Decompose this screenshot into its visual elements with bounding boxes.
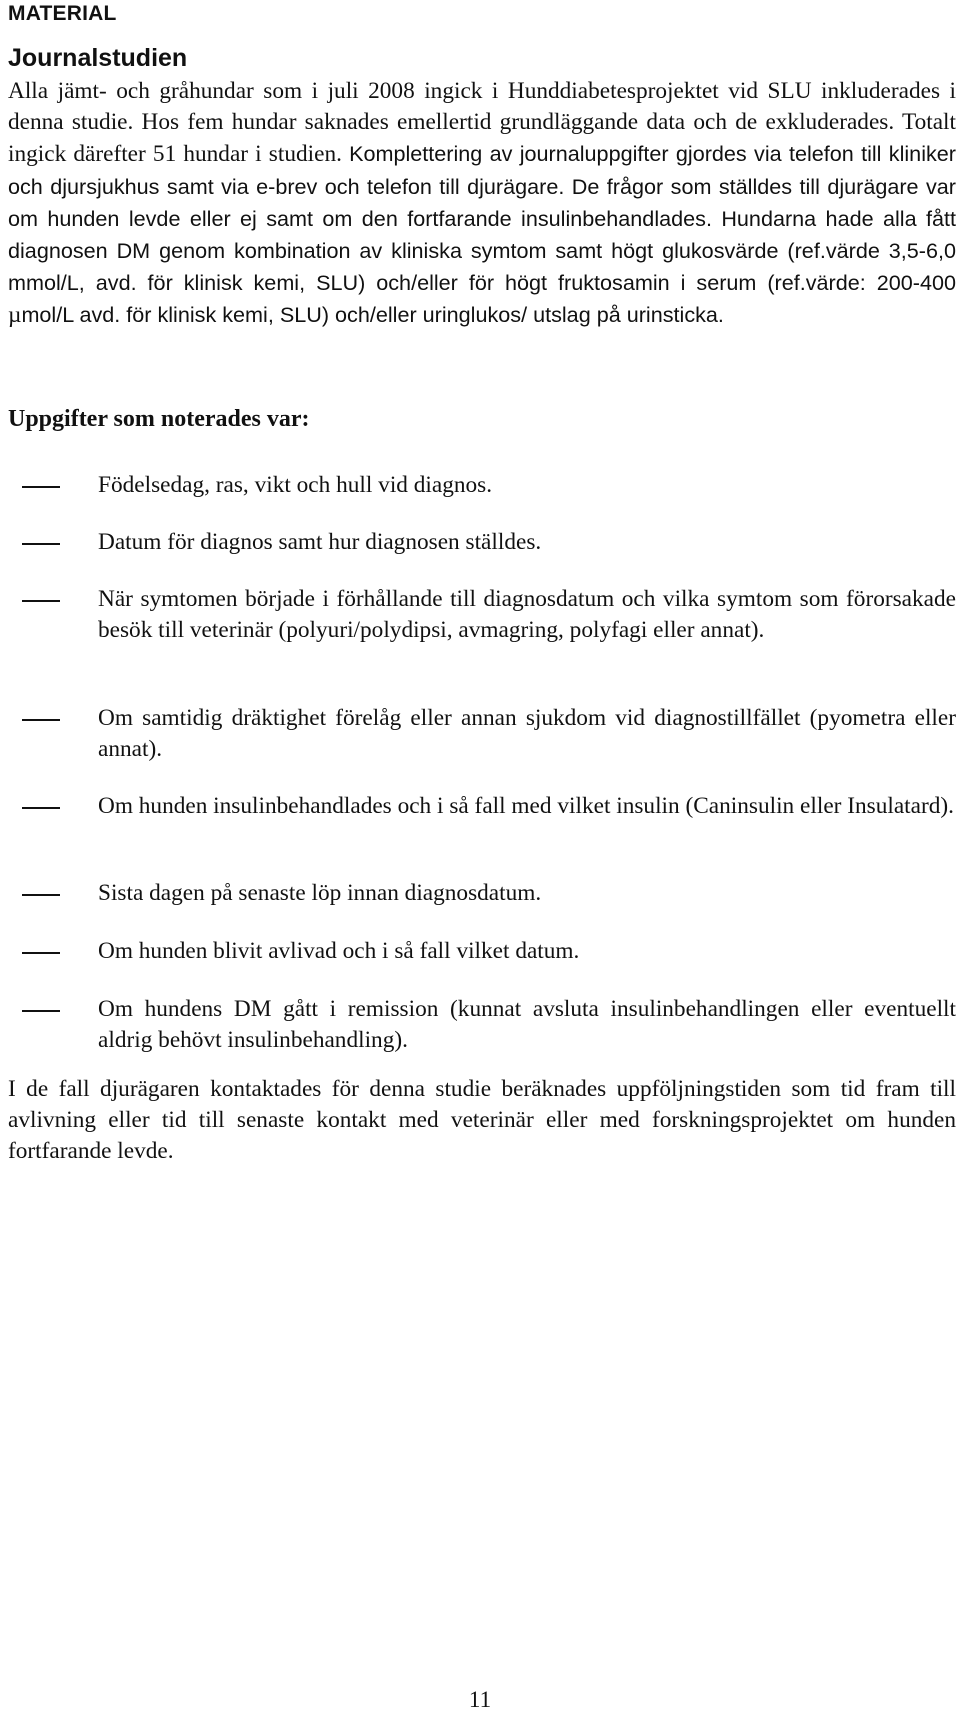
dash-bullet-icon [22,486,60,488]
dash-bullet-icon [22,952,60,954]
dash-bullet-icon [22,807,60,809]
intro-sans-text-2: mol/L avd. för klinisk kemi, SLU) och/eller uringlukos/ utslag på urinsticka. [21,302,724,328]
list-item-text: Sista dagen på senaste löp innan diagnosdatum. [98,880,542,906]
intro-paragraph [8,76,956,332]
page-number: 11 [468,1687,492,1712]
intro-sans-text-1: Komplettering av journaluppgifter gjordes via telefon till kliniker och djursjukhus samt via e-brev och telefon till djurägare. De frågor som ställdes till djurägare var om hunden levde eller ej samt om den fortfarande insulinbehandlades. Hundarna hade alla fått diagnosen DM genom kombination av kliniska symtom samt högt glukosvärde (ref.värde 3,5-6,0 mmol/L, avd. för klinisk kemi, SLU) och/eller för högt fruktosamin i serum (ref.värde: 200-400 [8,141,956,296]
dash-bullet-icon [22,543,60,545]
section-heading: MATERIAL [8,2,117,25]
sub-heading: Journalstudien [8,44,188,72]
closing-paragraph: I de fall djurägaren kontaktades för denna studie beräknades uppföljningstiden som tid fram till avlivning eller tid till senaste kontakt med veterinär eller med forskningsprojektet om hunden fortfarande levde. [8,1076,956,1165]
list-item-text: Om samtidig dräktighet förelåg eller annan sjukdom vid diagnostillfället (pyometra eller annat). [98,705,956,763]
list-item-text: Om hunden insulinbehandlades och i så fall med vilket insulin (Caninsulin eller Insulatard). [98,793,954,819]
notes-heading: Uppgifter som noterades var: [8,406,310,432]
dash-bullet-icon [22,894,60,896]
list-item-text: Datum för diagnos samt hur diagnosen ställdes. [98,529,542,555]
list-item-text: Om hunden blivit avlivad och i så fall vilket datum. [98,938,580,964]
dash-bullet-icon [22,600,60,602]
micro-unit-symbol: µ [8,302,22,329]
dash-bullet-icon [22,1010,60,1012]
list-item-text: När symtomen började i förhållande till diagnosdatum och vilka symtom som förorsakade besök till veterinär (polyuri/polydipsi, avmagring, polyfagi eller annat). [98,586,956,644]
intro-serif-text: Alla jämt- och gråhundar som i juli 2008 ingick i Hunddiabetesprojektet vid SLU inkluderades i denna studie. Hos fem hundar saknades emellertid grundläggande data och de exkluderades. Totalt ingick därefter 51 hundar i studien. [8,78,956,168]
dash-bullet-icon [22,719,60,721]
list-item-text: Om hundens DM gått i remission (kunnat avsluta insulinbehandlingen eller eventuellt aldrig behövt insulinbehandling). [98,996,956,1054]
list-item-text: Födelsedag, ras, vikt och hull vid diagnos. [98,472,493,498]
